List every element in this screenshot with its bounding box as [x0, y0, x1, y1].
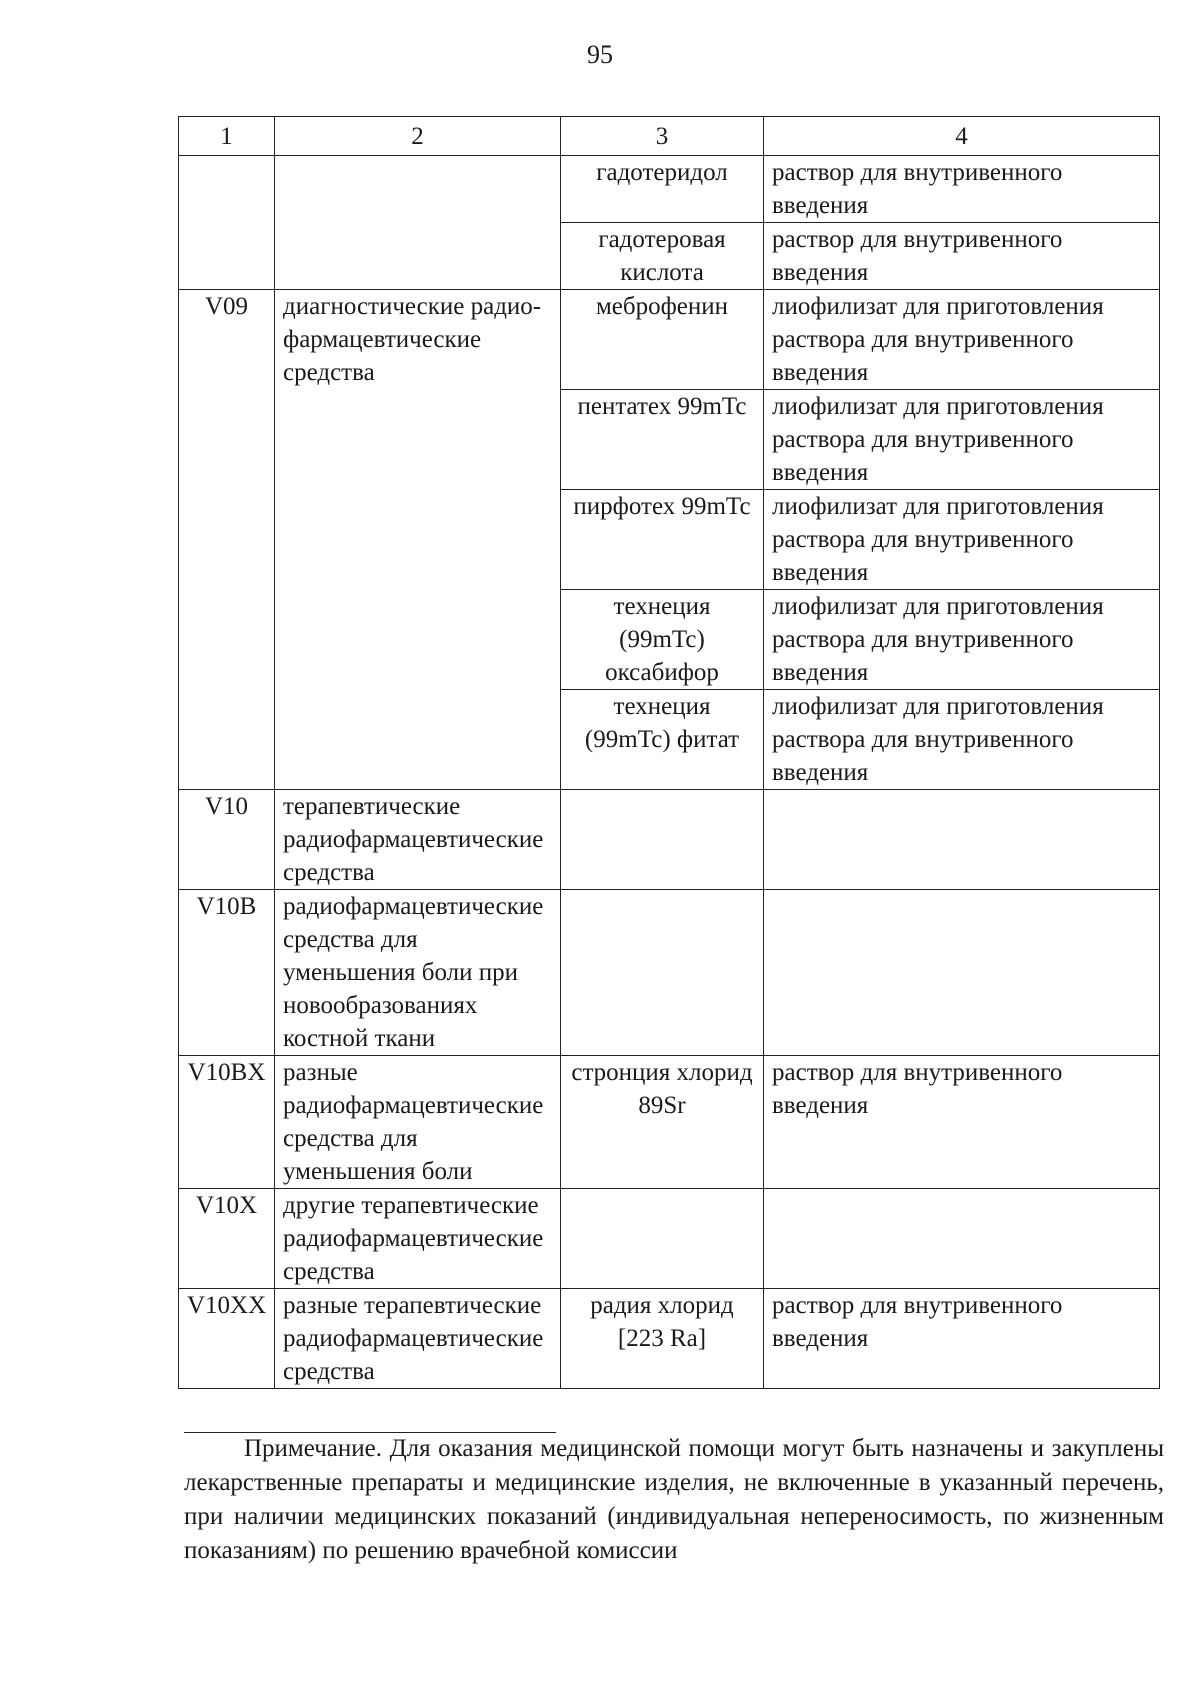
- column-header: 2: [275, 117, 561, 156]
- inn-cell: [561, 1189, 764, 1289]
- inn-cell: меброфенин: [561, 290, 764, 390]
- table-row: [179, 890, 1160, 1056]
- table-row: [179, 156, 1160, 223]
- dosage-form-cell: раствор для внутривенного введения: [764, 1289, 1160, 1389]
- dosage-form-cell: лиофилизат для приготовления раствора для внутривенного введения: [764, 290, 1160, 390]
- footnote-text: Примечание. Для оказания медицинской помощи могут быть назначены и закуплены лекарственные препараты и медицинские изделия, не включенные в указанный перечень, при наличии медицинских показаний (индивидуальная непереносимость, по жизненным показаниям) по решению врачебной комиссии: [184, 1435, 1164, 1564]
- inn-cell: пирфотех 99mTc: [561, 490, 764, 590]
- inn-cell: [561, 890, 764, 1056]
- dosage-form-cell: [764, 790, 1160, 890]
- dosage-form-cell: раствор для внутривенного введения: [764, 156, 1160, 223]
- atc-code-cell: V09: [179, 290, 275, 790]
- dosage-form-cell: лиофилизат для приготовления раствора для внутривенного введения: [764, 390, 1160, 490]
- dosage-form-cell: лиофилизат для приготовления раствора для внутривенного введения: [764, 490, 1160, 590]
- dosage-form-cell: раствор для внутривенного введения: [764, 223, 1160, 290]
- drug-table: [178, 116, 1160, 1389]
- inn-cell: гадотеридол: [561, 156, 764, 223]
- atc-code-cell: V10: [179, 790, 275, 890]
- atc-code-cell: [179, 156, 275, 290]
- atc-code-cell: V10BX: [179, 1056, 275, 1189]
- atc-group-cell: радиофармацевтические средства для уменьшения боли при новообразованиях костной ткани: [275, 890, 561, 1056]
- inn-cell: стронция хлорид 89Sr: [561, 1056, 764, 1189]
- atc-group-cell: терапевтические радиофармацевтические средства: [275, 790, 561, 890]
- atc-code-cell: V10B: [179, 890, 275, 1056]
- page-number: 95: [587, 40, 613, 69]
- inn-cell: радия хлорид [223 Ra]: [561, 1289, 764, 1389]
- table-row: [179, 1056, 1160, 1189]
- atc-group-cell: [275, 156, 561, 290]
- table-row: [179, 1189, 1160, 1289]
- column-header: 1: [179, 117, 275, 156]
- inn-cell: гадотеровая кислота: [561, 223, 764, 290]
- table-header-row: [179, 117, 1160, 156]
- table-row: [179, 290, 1160, 390]
- atc-group-cell: разные терапевтические радиофармацевтические средства: [275, 1289, 561, 1389]
- atc-code-cell: V10XX: [179, 1289, 275, 1389]
- inn-cell: пентатех 99mTc: [561, 390, 764, 490]
- atc-group-cell: разные радиофармацевтические средства для уменьшения боли: [275, 1056, 561, 1189]
- dosage-form-cell: [764, 1189, 1160, 1289]
- inn-cell: [561, 790, 764, 890]
- inn-cell: технеция (99mTc) фитат: [561, 690, 764, 790]
- column-header: 3: [561, 117, 764, 156]
- table-row: [179, 790, 1160, 890]
- dosage-form-cell: раствор для внутривенного введения: [764, 1056, 1160, 1189]
- dosage-form-cell: лиофилизат для приготовления раствора для внутривенного введения: [764, 590, 1160, 690]
- dosage-form-cell: [764, 890, 1160, 1056]
- atc-group-cell: диагностические радио-фармацевтические средства: [275, 290, 561, 790]
- table-row: [179, 1289, 1160, 1389]
- atc-group-cell: другие терапевтические радиофармацевтические средства: [275, 1189, 561, 1289]
- inn-cell: технеция (99mTc) оксабифор: [561, 590, 764, 690]
- column-header: 4: [764, 117, 1160, 156]
- dosage-form-cell: лиофилизат для приготовления раствора для внутривенного введения: [764, 690, 1160, 790]
- atc-code-cell: V10X: [179, 1189, 275, 1289]
